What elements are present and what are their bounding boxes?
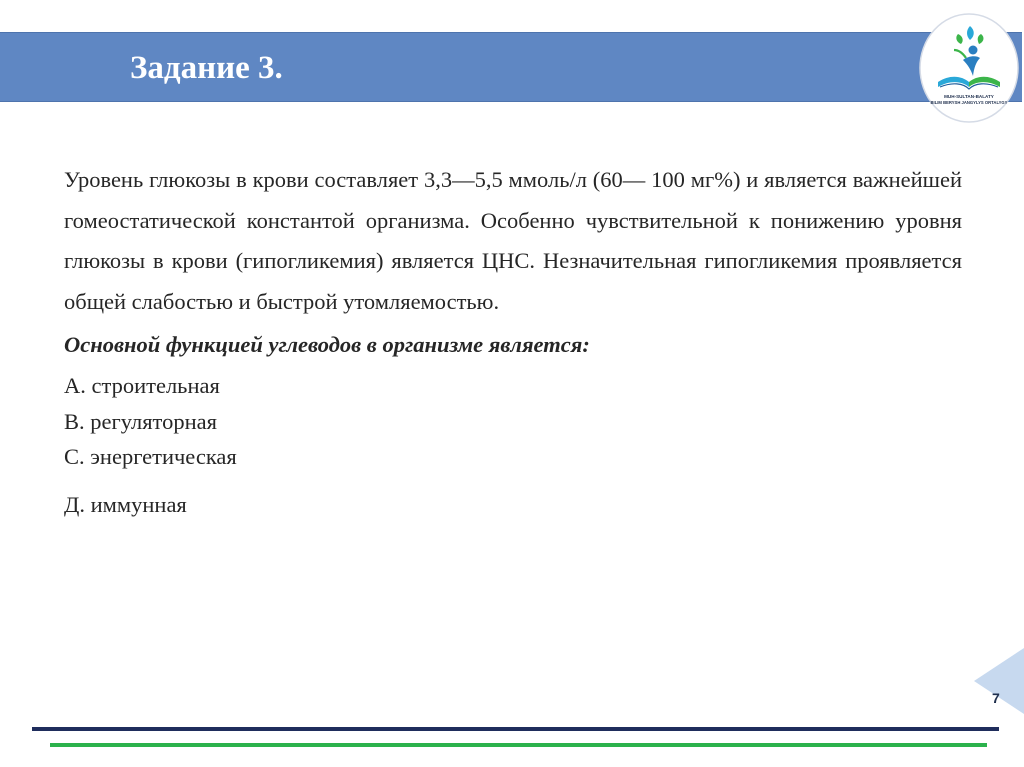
footer-line-green	[50, 743, 987, 747]
option-a: А. строительная	[64, 373, 220, 398]
content-area	[64, 160, 962, 522]
answer-options	[64, 368, 962, 522]
slide-title: Задание 3.	[130, 50, 283, 86]
university-logo-icon	[918, 12, 1020, 124]
option-c: С. энергетическая	[64, 444, 237, 469]
logo-text-line1: MUH-SULTAN-BALATY	[944, 94, 994, 99]
logo-text-line2: BILIM BERYSH JANGYLYS ORTALYGY	[930, 100, 1008, 105]
option-d: Д. иммунная	[64, 491, 187, 517]
page-number: 7	[992, 690, 1000, 706]
question-text: Основной функцией углеводов в организме является:	[64, 332, 590, 357]
option-b: В. регуляторная	[64, 408, 217, 434]
body-paragraph: Уровень глюкозы в крови составляет 3,3—5,5 ммоль/л (60— 100 мг%) и является важнейшей гомеостатической константой организма. Особенно чувствительной к понижению уровня глюкозы в крови (гипогликемия) является ЦНС. Незначительная гипогликемия проявляется общей слабостью и быстрой утомляемостью.	[64, 167, 962, 314]
footer-line-navy	[32, 727, 999, 731]
